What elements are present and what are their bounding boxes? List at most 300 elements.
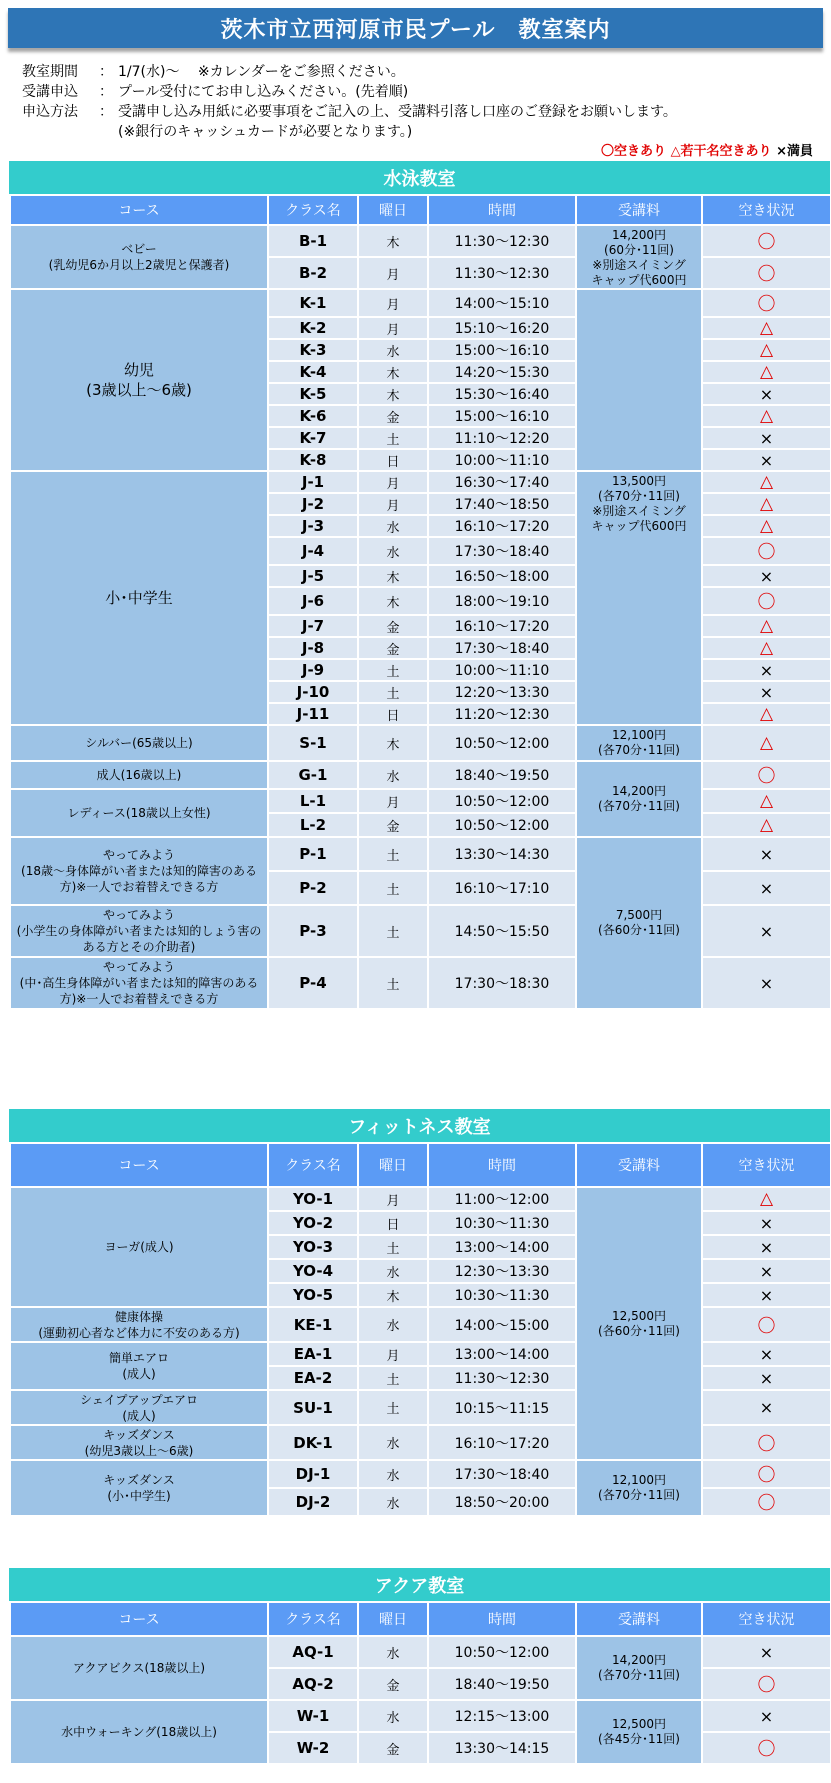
time-cell: 16:10～17:20 <box>428 615 576 637</box>
swim-section-title: 水泳教室 <box>9 161 830 194</box>
table-row <box>10 725 831 761</box>
class-cell: B-2 <box>268 257 358 289</box>
course-cell: シェイプアップエアロ (成人) <box>10 1390 268 1425</box>
info-apply: 受講申込 ： プール受付にてお申し込みください。(先着順) <box>22 84 409 100</box>
day-cell: 土 <box>358 905 428 957</box>
time-cell: 18:50～20:00 <box>428 1488 576 1516</box>
table-row <box>10 289 831 317</box>
status-cross-icon: × <box>759 1642 774 1662</box>
status-triangle-icon: △ <box>759 733 774 753</box>
class-cell: K-7 <box>268 427 358 449</box>
day-cell: 木 <box>358 361 428 383</box>
status-circle-icon: 〇 <box>757 592 776 613</box>
info-method: 申込方法 ： 受講申し込み用紙に必要事項をご記入の上、受講料引落し口座のご登録をお願いします。 <box>22 104 677 120</box>
status-cell <box>702 1235 831 1259</box>
table-row <box>10 1700 831 1732</box>
day-cell: 日 <box>358 449 428 471</box>
day-cell: 月 <box>358 1187 428 1211</box>
time-cell: 11:20～12:30 <box>428 703 576 725</box>
day-cell: 月 <box>358 289 428 317</box>
status-cross-icon: × <box>759 844 774 864</box>
time-cell: 12:15～13:00 <box>428 1700 576 1732</box>
header-course: コース <box>10 1143 268 1187</box>
class-cell: W-1 <box>268 1700 358 1732</box>
class-cell: K-3 <box>268 339 358 361</box>
course-cell: シルバー(65歳以上) <box>10 725 268 761</box>
status-cell <box>702 761 831 789</box>
class-cell: L-2 <box>268 813 358 837</box>
legend-triangle: △若干名空きあり <box>670 144 772 159</box>
class-cell: P-4 <box>268 957 358 1009</box>
day-cell: 月 <box>358 1342 428 1366</box>
fee-cell: 7,500円 (各60分･11回) <box>576 837 702 1009</box>
status-cross-icon: × <box>759 1368 774 1388</box>
table-row <box>10 957 831 1009</box>
status-cross-icon: × <box>759 1237 774 1257</box>
class-cell: J-5 <box>268 565 358 587</box>
status-cell <box>702 427 831 449</box>
day-cell: 木 <box>358 225 428 257</box>
fee-cell: 14,200円 (60分･11回) ※別途スイミング キャップ代600円 <box>576 225 702 289</box>
status-circle-icon: 〇 <box>757 1465 776 1486</box>
status-triangle-icon: △ <box>759 638 774 658</box>
course-cell: ベビー (乳幼児6か月以上2歳児と保護者) <box>10 225 268 289</box>
status-cross-icon: × <box>759 1344 774 1364</box>
class-cell: K-6 <box>268 405 358 427</box>
table-row <box>10 1460 831 1488</box>
day-cell: 水 <box>358 1425 428 1460</box>
course-cell: 水中ウォーキング(18歳以上) <box>10 1700 268 1764</box>
header-day: 曜日 <box>358 195 428 225</box>
info-period: 教室期間 ： 1/7(水)～ ※カレンダーをご参照ください。 <box>22 64 405 80</box>
time-cell: 15:10～16:20 <box>428 317 576 339</box>
time-cell: 15:30～16:40 <box>428 383 576 405</box>
day-cell: 水 <box>358 339 428 361</box>
table-row <box>10 761 831 789</box>
status-cell <box>702 565 831 587</box>
swim-section <box>9 161 830 1010</box>
status-circle-icon: 〇 <box>757 264 776 285</box>
status-cell <box>702 1259 831 1283</box>
course-cell: キッズダンス (小･中学生) <box>10 1460 268 1516</box>
day-cell: 水 <box>358 761 428 789</box>
day-cell: 土 <box>358 427 428 449</box>
fitness-section <box>9 1109 830 1517</box>
status-triangle-icon: △ <box>759 472 774 492</box>
status-cell <box>702 637 831 659</box>
status-cell <box>702 289 831 317</box>
fee-cell: 12,100円 (各70分･11回) <box>576 1460 702 1516</box>
status-triangle-icon: △ <box>759 318 774 338</box>
table-row <box>10 905 831 957</box>
time-cell: 13:00～14:00 <box>428 1235 576 1259</box>
status-triangle-icon: △ <box>759 340 774 360</box>
status-cell <box>702 449 831 471</box>
class-cell: J-6 <box>268 587 358 615</box>
time-cell: 10:00～11:10 <box>428 449 576 471</box>
class-cell: KE-1 <box>268 1307 358 1342</box>
table-row <box>10 789 831 813</box>
day-cell: 水 <box>358 1636 428 1668</box>
status-triangle-icon: △ <box>759 791 774 811</box>
status-triangle-icon: △ <box>759 406 774 426</box>
header-row <box>10 1143 831 1187</box>
class-cell: J-8 <box>268 637 358 659</box>
time-cell: 10:50～12:00 <box>428 725 576 761</box>
class-cell: K-4 <box>268 361 358 383</box>
class-cell: AQ-1 <box>268 1636 358 1668</box>
table-row <box>10 1425 831 1460</box>
class-cell: EA-1 <box>268 1342 358 1366</box>
status-cell <box>702 1636 831 1668</box>
day-cell: 水 <box>358 1259 428 1283</box>
time-cell: 10:30～11:30 <box>428 1211 576 1235</box>
status-cell <box>702 1211 831 1235</box>
day-cell: 月 <box>358 471 428 493</box>
header-class: クラス名 <box>268 1602 358 1636</box>
time-cell: 14:00～15:00 <box>428 1307 576 1342</box>
class-cell: G-1 <box>268 761 358 789</box>
status-cell <box>702 871 831 905</box>
time-cell: 13:30～14:15 <box>428 1732 576 1764</box>
day-cell: 土 <box>358 1366 428 1390</box>
status-circle-icon: 〇 <box>757 766 776 787</box>
day-cell: 金 <box>358 615 428 637</box>
time-cell: 11:30～12:30 <box>428 1366 576 1390</box>
status-cell <box>702 725 831 761</box>
time-cell: 12:20～13:30 <box>428 681 576 703</box>
time-cell: 14:20～15:30 <box>428 361 576 383</box>
status-circle-icon: 〇 <box>757 294 776 315</box>
day-cell: 日 <box>358 703 428 725</box>
class-cell: L-1 <box>268 789 358 813</box>
table-row <box>10 1636 831 1668</box>
status-circle-icon: 〇 <box>757 1433 776 1455</box>
header-row <box>10 195 831 225</box>
status-circle-icon: 〇 <box>757 542 776 563</box>
day-cell: 土 <box>358 1235 428 1259</box>
class-cell: P-2 <box>268 871 358 905</box>
day-cell: 水 <box>358 1460 428 1488</box>
status-cross-icon: × <box>759 1398 774 1417</box>
day-cell: 水 <box>358 1488 428 1516</box>
table-row <box>10 1187 831 1211</box>
time-cell: 17:30～18:30 <box>428 957 576 1009</box>
fitness-section-title: フィットネス教室 <box>9 1109 830 1142</box>
header-course: コース <box>10 195 268 225</box>
status-legend <box>601 140 813 159</box>
status-cell <box>702 405 831 427</box>
header-fee: 受講料 <box>576 195 702 225</box>
fee-cell: 12,100円 (各70分･11回) <box>576 725 702 761</box>
status-cross-icon: × <box>759 1261 774 1281</box>
status-triangle-icon: △ <box>759 1189 774 1209</box>
status-cell <box>702 1700 831 1732</box>
day-cell: 水 <box>358 1307 428 1342</box>
class-cell: DJ-1 <box>268 1460 358 1488</box>
class-cell: SU-1 <box>268 1390 358 1425</box>
status-circle-icon: 〇 <box>757 232 776 253</box>
course-cell: 健康体操 (運動初心者など体力に不安のある方) <box>10 1307 268 1342</box>
class-cell: K-2 <box>268 317 358 339</box>
header-class: クラス名 <box>268 1143 358 1187</box>
status-cell <box>702 471 831 493</box>
table-row <box>10 837 831 871</box>
class-cell: YO-4 <box>268 1259 358 1283</box>
course-cell: やってみよう (中･高生身体障がい者または知的障害のある方)※一人でお着替えできる方 <box>10 957 268 1009</box>
class-cell: YO-5 <box>268 1283 358 1307</box>
course-cell: やってみよう (小学生の身体障がい者または知的しょう害のある方とその介助者) <box>10 905 268 957</box>
header-time: 時間 <box>428 1143 576 1187</box>
header-status: 空き状況 <box>702 1602 831 1636</box>
day-cell: 金 <box>358 813 428 837</box>
fee-cell: 14,200円 (各70分･11回) <box>576 1636 702 1700</box>
day-cell: 金 <box>358 1668 428 1700</box>
legend-circle: 〇空きあり <box>601 144 667 159</box>
class-cell: B-1 <box>268 225 358 257</box>
fitness-table <box>9 1142 831 1517</box>
status-cross-icon: × <box>759 682 774 702</box>
table-row <box>10 1307 831 1342</box>
time-cell: 11:30～12:30 <box>428 257 576 289</box>
status-cross-icon: × <box>759 878 774 898</box>
table-row <box>10 225 831 257</box>
status-cell <box>702 1460 831 1488</box>
time-cell: 10:50～12:00 <box>428 1636 576 1668</box>
day-cell: 土 <box>358 837 428 871</box>
class-cell: K-8 <box>268 449 358 471</box>
status-cell <box>702 587 831 615</box>
day-cell: 水 <box>358 537 428 565</box>
day-cell: 木 <box>358 587 428 615</box>
info-note: (※銀行のキャッシュカードが必要となります。) <box>118 124 413 140</box>
status-cross-icon: × <box>759 566 774 586</box>
day-cell: 月 <box>358 257 428 289</box>
status-cell <box>702 789 831 813</box>
status-cell <box>702 813 831 837</box>
status-triangle-icon: △ <box>759 362 774 382</box>
day-cell: 木 <box>358 383 428 405</box>
status-cell <box>702 659 831 681</box>
status-circle-icon: 〇 <box>757 1739 776 1760</box>
info-block <box>22 62 677 142</box>
header-class: クラス名 <box>268 195 358 225</box>
status-cross-icon: × <box>759 428 774 448</box>
time-cell: 13:30～14:30 <box>428 837 576 871</box>
day-cell: 土 <box>358 681 428 703</box>
day-cell: 土 <box>358 957 428 1009</box>
class-cell: EA-2 <box>268 1366 358 1390</box>
time-cell: 11:30～12:30 <box>428 225 576 257</box>
time-cell: 15:00～16:10 <box>428 405 576 427</box>
day-cell: 土 <box>358 871 428 905</box>
header-status: 空き状況 <box>702 1143 831 1187</box>
class-cell: K-1 <box>268 289 358 317</box>
fee-cell: 14,200円 (各70分･11回) <box>576 761 702 837</box>
class-cell: K-5 <box>268 383 358 405</box>
day-cell: 木 <box>358 725 428 761</box>
status-cell <box>702 681 831 703</box>
course-cell: 簡単エアロ (成人) <box>10 1342 268 1390</box>
class-cell: AQ-2 <box>268 1668 358 1700</box>
header-time: 時間 <box>428 1602 576 1636</box>
status-cell <box>702 225 831 257</box>
legend-cross: ×満員 <box>776 144 813 159</box>
class-cell: J-9 <box>268 659 358 681</box>
class-cell: J-4 <box>268 537 358 565</box>
status-cell <box>702 1668 831 1700</box>
time-cell: 17:30～18:40 <box>428 637 576 659</box>
status-cell <box>702 1187 831 1211</box>
day-cell: 土 <box>358 1390 428 1425</box>
fee-cell: 13,500円 (各70分･11回) ※別途スイミング キャップ代600円 <box>576 471 702 725</box>
course-cell: 成人(16歳以上) <box>10 761 268 789</box>
fee-cell: 12,500円 (各60分･11回) <box>576 1187 702 1460</box>
aqua-table <box>9 1601 831 1765</box>
aqua-section-title: アクア教室 <box>9 1568 830 1601</box>
class-cell: YO-3 <box>268 1235 358 1259</box>
class-cell: YO-2 <box>268 1211 358 1235</box>
status-cell <box>702 537 831 565</box>
status-triangle-icon: △ <box>759 616 774 636</box>
time-cell: 18:00～19:10 <box>428 587 576 615</box>
aqua-section <box>9 1568 830 1765</box>
status-triangle-icon: △ <box>759 494 774 514</box>
status-cross-icon: × <box>759 973 774 993</box>
time-cell: 14:50～15:50 <box>428 905 576 957</box>
table-row <box>10 1390 831 1425</box>
time-cell: 10:50～12:00 <box>428 813 576 837</box>
time-cell: 17:40～18:50 <box>428 493 576 515</box>
status-cell <box>702 905 831 957</box>
class-cell: P-3 <box>268 905 358 957</box>
status-cell <box>702 1732 831 1764</box>
time-cell: 11:10～12:20 <box>428 427 576 449</box>
day-cell: 木 <box>358 1283 428 1307</box>
status-cell <box>702 1283 831 1307</box>
status-cell <box>702 615 831 637</box>
status-triangle-icon: △ <box>759 516 774 536</box>
page-title: 茨木市立西河原市民プール 教室案内 <box>8 8 823 48</box>
status-cell <box>702 383 831 405</box>
status-cell <box>702 1488 831 1516</box>
status-cross-icon: × <box>759 1706 774 1726</box>
day-cell: 日 <box>358 1211 428 1235</box>
time-cell: 18:40～19:50 <box>428 761 576 789</box>
status-cell <box>702 1366 831 1390</box>
swim-table <box>9 194 831 1010</box>
class-cell: YO-1 <box>268 1187 358 1211</box>
course-cell: やってみよう (18歳～身体障がい者または知的障害のある方)※一人でお着替えできる方 <box>10 837 268 905</box>
fee-cell: 12,500円 (各45分･11回) <box>576 1700 702 1764</box>
day-cell: 木 <box>358 565 428 587</box>
time-cell: 15:00～16:10 <box>428 339 576 361</box>
time-cell: 16:10～17:20 <box>428 515 576 537</box>
status-cross-icon: × <box>759 660 774 680</box>
status-cell <box>702 493 831 515</box>
status-cell <box>702 361 831 383</box>
status-cross-icon: × <box>759 921 774 941</box>
status-cell <box>702 339 831 361</box>
status-cell <box>702 1307 831 1342</box>
time-cell: 11:00～12:00 <box>428 1187 576 1211</box>
header-row <box>10 1602 831 1636</box>
time-cell: 16:10～17:20 <box>428 1425 576 1460</box>
course-cell: 幼児 (3歳以上～6歳) <box>10 289 268 471</box>
class-cell: DJ-2 <box>268 1488 358 1516</box>
header-fee: 受講料 <box>576 1602 702 1636</box>
header-status: 空き状況 <box>702 195 831 225</box>
class-cell: S-1 <box>268 725 358 761</box>
class-cell: J-7 <box>268 615 358 637</box>
day-cell: 月 <box>358 317 428 339</box>
status-triangle-icon: △ <box>759 704 774 724</box>
time-cell: 17:30～18:40 <box>428 1460 576 1488</box>
class-cell: J-11 <box>268 703 358 725</box>
day-cell: 金 <box>358 637 428 659</box>
status-cell <box>702 515 831 537</box>
status-cell <box>702 957 831 1009</box>
time-cell: 13:00～14:00 <box>428 1342 576 1366</box>
time-cell: 18:40～19:50 <box>428 1668 576 1700</box>
course-cell: レディース(18歳以上女性) <box>10 789 268 837</box>
header-day: 曜日 <box>358 1602 428 1636</box>
status-cell <box>702 1425 831 1460</box>
status-cross-icon: × <box>759 384 774 404</box>
day-cell: 金 <box>358 405 428 427</box>
class-cell: J-2 <box>268 493 358 515</box>
header-day: 曜日 <box>358 1143 428 1187</box>
class-cell: P-1 <box>268 837 358 871</box>
time-cell: 10:30～11:30 <box>428 1283 576 1307</box>
status-cell <box>702 837 831 871</box>
status-triangle-icon: △ <box>759 815 774 835</box>
status-circle-icon: 〇 <box>757 1493 776 1514</box>
status-cross-icon: × <box>759 450 774 470</box>
day-cell: 水 <box>358 515 428 537</box>
fee-cell <box>576 289 702 471</box>
class-cell: W-2 <box>268 1732 358 1764</box>
time-cell: 14:00～15:10 <box>428 289 576 317</box>
class-cell: J-1 <box>268 471 358 493</box>
status-cell <box>702 1390 831 1425</box>
time-cell: 17:30～18:40 <box>428 537 576 565</box>
header-time: 時間 <box>428 195 576 225</box>
class-cell: J-3 <box>268 515 358 537</box>
day-cell: 月 <box>358 789 428 813</box>
day-cell: 月 <box>358 493 428 515</box>
time-cell: 16:30～17:40 <box>428 471 576 493</box>
time-cell: 12:30～13:30 <box>428 1259 576 1283</box>
course-cell: アクアビクス(18歳以上) <box>10 1636 268 1700</box>
class-cell: DK-1 <box>268 1425 358 1460</box>
time-cell: 10:00～11:10 <box>428 659 576 681</box>
day-cell: 水 <box>358 1700 428 1732</box>
status-cell <box>702 257 831 289</box>
status-cross-icon: × <box>759 1213 774 1233</box>
status-cell <box>702 1342 831 1366</box>
time-cell: 16:10～17:10 <box>428 871 576 905</box>
status-circle-icon: 〇 <box>757 1675 776 1696</box>
status-cell <box>702 317 831 339</box>
time-cell: 16:50～18:00 <box>428 565 576 587</box>
course-cell: キッズダンス (幼児3歳以上～6歳) <box>10 1425 268 1460</box>
course-cell: ヨーガ(成人) <box>10 1187 268 1307</box>
class-cell: J-10 <box>268 681 358 703</box>
time-cell: 10:15～11:15 <box>428 1390 576 1425</box>
status-circle-icon: 〇 <box>757 1315 776 1337</box>
day-cell: 土 <box>358 659 428 681</box>
